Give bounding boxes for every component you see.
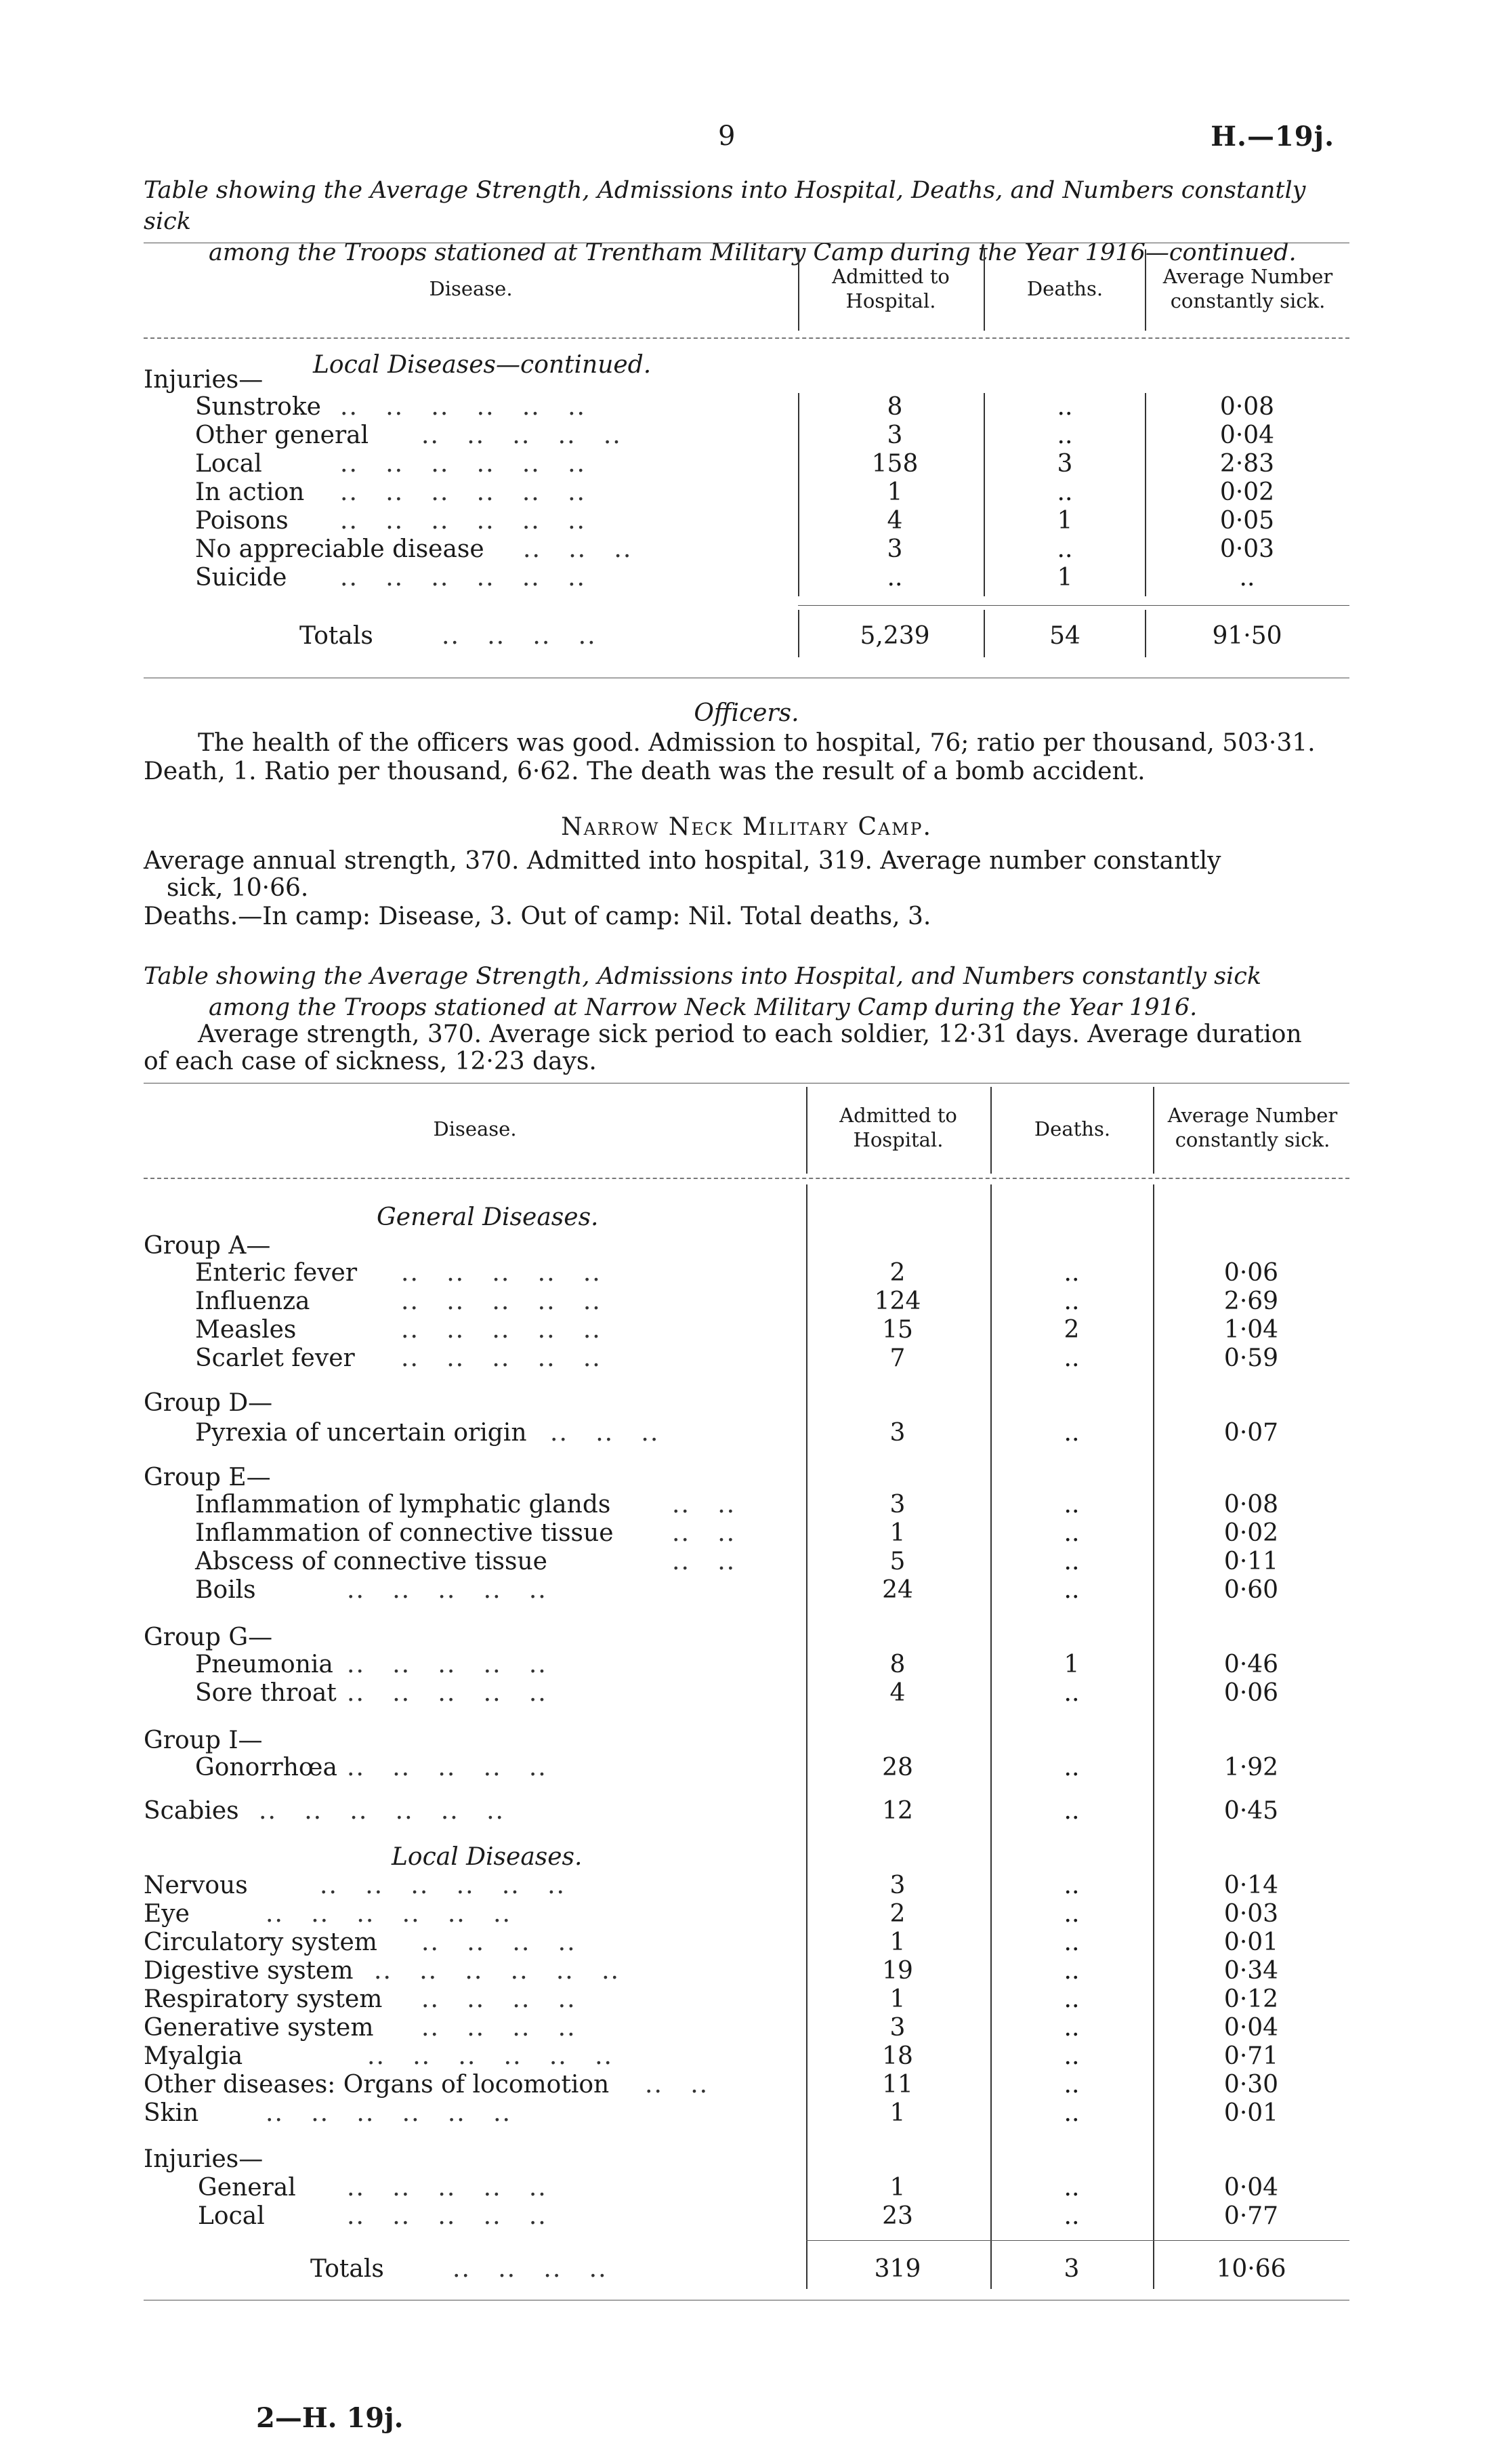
row-deaths: .. <box>1064 1754 1080 1781</box>
row-admitted: 3 <box>889 2014 906 2042</box>
row-admitted: 1 <box>889 1928 906 1956</box>
row-deaths: .. <box>1064 1928 1080 1956</box>
general-diseases-heading: General Diseases. <box>377 1203 599 1231</box>
row-admitted: 3 <box>887 421 903 449</box>
row-deaths: .. <box>1064 2099 1080 2127</box>
row-deaths: .. <box>1064 1797 1080 1825</box>
table2-header-rule <box>144 1178 1349 1179</box>
row-disease-name: Nervous <box>144 1872 248 1899</box>
row-deaths: .. <box>1064 2174 1080 2202</box>
table1-group-heading: Injuries— <box>144 366 264 394</box>
row-disease-name: Influenza <box>195 1287 310 1315</box>
table1-body-divider <box>984 393 985 596</box>
table-row <box>144 1651 1349 1679</box>
row-deaths: .. <box>1064 1259 1080 1287</box>
row-admitted: 2 <box>889 1900 906 1928</box>
row-average: 0·46 <box>1223 1651 1279 1678</box>
row-disease-name: In action <box>195 478 305 506</box>
row-deaths: .. <box>1064 1491 1080 1519</box>
row-deaths: 1 <box>1064 1651 1080 1678</box>
row-disease-name: Other general <box>195 421 369 449</box>
officers-line2: Death, 1. Ratio per thousand, 6·62. The death was the result of a bomb accident. <box>144 758 1146 785</box>
row-admitted: 158 <box>871 450 919 478</box>
table-row <box>144 393 1349 421</box>
row-disease-name: Enteric fever <box>195 1259 358 1287</box>
row-average: 0·11 <box>1223 1548 1279 1575</box>
row-admitted: 24 <box>882 1576 913 1604</box>
leader-dots: .. .. .. .. <box>421 1928 576 1956</box>
row-admitted: 5 <box>889 1548 906 1575</box>
row-disease-name: Eye <box>144 1900 190 1928</box>
narrow-neck-line1: Average annual strength, 370. Admitted into hospital, 319. Average number constantly <box>144 847 1221 875</box>
leader-dots: .. .. .. .. .. .. <box>266 2099 511 2127</box>
row-disease-name: Scarlet fever <box>195 1344 355 1372</box>
local-diseases-heading: Local Diseases. <box>392 1843 583 1871</box>
row-deaths: 3 <box>1057 450 1073 478</box>
table-row <box>144 535 1349 564</box>
row-admitted: 23 <box>882 2202 913 2230</box>
row-deaths: 1 <box>1057 507 1073 535</box>
row-disease-name: Circulatory system <box>144 1928 377 1956</box>
row-disease-name: Myalgia <box>144 2042 243 2070</box>
table1-totals-rule <box>798 605 1349 606</box>
row-admitted: 3 <box>889 1491 906 1519</box>
row-deaths: .. <box>1064 1576 1080 1604</box>
table1-header-rule <box>144 337 1349 339</box>
narrow-neck-line2: sick, 10·66. <box>167 874 309 902</box>
row-admitted: 1 <box>889 1985 906 2013</box>
table2-title-line2: among the Troops stationed at Narrow Neck Military Camp during the Year 1916. <box>209 994 1198 1021</box>
leader-dots: .. .. .. .. .. <box>347 2202 547 2230</box>
group-heading: Group D— <box>144 1389 273 1417</box>
totals-admitted: 319 <box>874 2255 921 2283</box>
row-deaths: .. <box>1064 1344 1080 1372</box>
table-row <box>144 1957 1349 1985</box>
leader-dots: .. .. .. .. .. <box>401 1316 602 1344</box>
row-disease-name: Poisons <box>195 507 289 535</box>
row-admitted: 28 <box>882 1754 913 1781</box>
group-heading: Group G— <box>144 1624 273 1651</box>
row-average: 0·04 <box>1223 2014 1279 2042</box>
table-row <box>144 1754 1349 1782</box>
row-average: 0·08 <box>1219 393 1275 421</box>
row-average: 1·92 <box>1223 1754 1279 1781</box>
row-deaths: .. <box>1064 1548 1080 1575</box>
row-admitted: 8 <box>889 1651 906 1678</box>
row-admitted: 18 <box>882 2042 913 2070</box>
leader-dots: .. .. .. <box>523 535 633 563</box>
row-deaths: .. <box>1064 2014 1080 2042</box>
row-average: 0·77 <box>1223 2202 1279 2230</box>
row-disease-name: Sunstroke <box>195 393 321 421</box>
row-disease-name: Local <box>195 450 262 478</box>
row-average: 0·34 <box>1223 1957 1279 1985</box>
row-disease-name: No appreciable disease <box>195 535 484 563</box>
leader-dots: .. .. .. .. .. .. <box>340 507 586 535</box>
row-deaths: 2 <box>1064 1316 1080 1344</box>
row-deaths: .. <box>1064 1872 1080 1899</box>
totals-admitted: 5,239 <box>860 622 930 650</box>
leader-dots: .. .. .. .. .. .. <box>266 1900 511 1928</box>
row-average: 0·45 <box>1223 1797 1279 1825</box>
row-admitted: 8 <box>887 393 903 421</box>
table1-body-divider <box>798 393 799 596</box>
leader-dots: .. .. .. <box>550 1419 660 1447</box>
row-deaths: .. <box>1064 1985 1080 2013</box>
leader-dots: .. .. .. .. .. <box>347 1679 547 1707</box>
table2-intro-line1: Average strength, 370. Average sick period to each soldier, 12·31 days. Average duration <box>198 1020 1302 1048</box>
leader-dots: .. .. <box>672 1491 736 1519</box>
table-row <box>144 1316 1349 1344</box>
row-deaths: .. <box>1064 1287 1080 1315</box>
leader-dots: .. .. <box>672 1548 736 1575</box>
row-average: 0·03 <box>1219 535 1275 563</box>
table-row <box>144 1519 1349 1548</box>
officers-line1: The health of the officers was good. Admission to hospital, 76; ratio per thousand, 503·31. <box>198 729 1316 757</box>
row-admitted: 12 <box>882 1797 913 1825</box>
table-row <box>144 1548 1349 1576</box>
table1-title-line2: among the Troops stationed at Trentham Military Camp during the Year 1916—continued. <box>209 239 1297 266</box>
row-average: 0·12 <box>1223 1985 1279 2013</box>
row-deaths: .. <box>1057 421 1073 449</box>
totals-average: 91·50 <box>1212 622 1282 650</box>
table2-header-average: Average Number constantly sick. <box>1167 1104 1338 1151</box>
row-admitted: 1 <box>889 1519 906 1547</box>
row-disease-name: Digestive system <box>144 1957 354 1985</box>
row-disease-name: Inflammation of connective tissue <box>195 1519 614 1547</box>
table-row <box>144 1259 1349 1287</box>
table-row <box>144 421 1349 450</box>
row-average: 0·04 <box>1223 2174 1279 2202</box>
totals-deaths: 3 <box>1064 2255 1080 2283</box>
row-disease-name: Local <box>198 2202 265 2230</box>
leader-dots: .. .. .. .. .. <box>421 421 622 449</box>
table-row <box>144 478 1349 507</box>
leader-dots: .. .. .. .. .. <box>347 1576 547 1604</box>
leader-dots: .. .. .. .. .. <box>347 1754 547 1781</box>
table1-title-line1: Table showing the Average Strength, Admissions into Hospital, Deaths, and Numbers constantly sick <box>144 177 1306 235</box>
row-average: 0·59 <box>1223 1344 1279 1372</box>
table-row <box>144 1576 1349 1605</box>
leader-dots: .. .. <box>645 2071 709 2099</box>
table2-title-line1: Table showing the Average Strength, Admissions into Hospital, and Numbers constantly sick <box>144 963 1262 990</box>
leader-dots: .. .. .. .. .. <box>401 1344 602 1372</box>
table2-intro-line2: of each case of sickness, 12·23 days. <box>144 1048 597 1075</box>
row-disease-name: Sore throat <box>195 1679 337 1707</box>
group-heading: Group I— <box>144 1727 263 1754</box>
leader-dots: .. .. .. .. .. .. <box>340 450 586 478</box>
row-average: 0·30 <box>1223 2071 1279 2099</box>
row-admitted: 4 <box>887 507 903 535</box>
row-disease-name: Suicide <box>195 564 287 592</box>
leader-dots: .. .. .. .. .. <box>347 2174 547 2202</box>
table1-title <box>144 175 1349 268</box>
row-deaths: .. <box>1064 1900 1080 1928</box>
row-deaths: .. <box>1064 1957 1080 1985</box>
totals-deaths: 54 <box>1049 622 1080 650</box>
row-average: 0·07 <box>1223 1419 1279 1447</box>
leader-dots: .. .. .. .. .. .. <box>374 1957 620 1985</box>
row-admitted: 3 <box>887 535 903 563</box>
table-row <box>144 2014 1349 2042</box>
row-deaths: .. <box>1064 1679 1080 1707</box>
table2-totals-rule <box>806 2240 1349 2241</box>
row-disease-name: Skin <box>144 2099 199 2127</box>
row-admitted: 4 <box>889 1679 906 1707</box>
row-admitted: 11 <box>882 2071 913 2099</box>
row-disease-name: Pyrexia of uncertain origin <box>195 1419 527 1447</box>
row-disease-name: Generative system <box>144 2014 374 2042</box>
leader-dots: .. .. .. .. .. .. <box>259 1797 505 1825</box>
leader-dots: .. .. .. .. .. .. <box>340 564 586 592</box>
table-row <box>144 564 1349 592</box>
table-row <box>144 1797 1349 1825</box>
table1-header-deaths: Deaths. <box>1026 277 1104 300</box>
leader-dots: .. .. .. .. <box>421 1985 576 2013</box>
row-average: 0·01 <box>1223 1928 1279 1956</box>
table-row <box>144 2174 1349 2202</box>
table-row <box>144 1928 1349 1957</box>
row-deaths: .. <box>1064 2042 1080 2070</box>
row-admitted: 19 <box>882 1957 913 1985</box>
row-admitted: 1 <box>889 2099 906 2127</box>
row-average: 0·71 <box>1223 2042 1279 2070</box>
table-row <box>144 1344 1349 1373</box>
table1-section-heading: Local Diseases—continued. <box>313 351 652 379</box>
table-row <box>144 2202 1349 2231</box>
row-deaths: .. <box>1064 2071 1080 2099</box>
row-deaths: .. <box>1064 1519 1080 1547</box>
row-average: 0·60 <box>1223 1576 1279 1604</box>
row-average: 2·83 <box>1219 450 1275 478</box>
row-disease-name: Respiratory system <box>144 1985 383 2013</box>
leader-dots: .. .. .. .. .. <box>347 1651 547 1678</box>
table1-header-average: Average Number constantly sick. <box>1162 265 1333 312</box>
leader-dots: .. .. .. .. <box>421 2014 576 2042</box>
table-row <box>144 1900 1349 1928</box>
row-disease-name: Inflammation of lymphatic glands <box>195 1491 611 1519</box>
page-number: 9 <box>718 121 736 152</box>
group-heading: Injuries— <box>144 2145 264 2173</box>
table-row <box>144 1872 1349 1900</box>
row-admitted: 1 <box>889 2174 906 2202</box>
group-heading: Group A— <box>144 1232 271 1260</box>
row-admitted: 3 <box>889 1419 906 1447</box>
row-admitted: 7 <box>889 1344 906 1372</box>
row-average: 0·14 <box>1223 1872 1279 1899</box>
totals-label: Totals <box>299 622 373 650</box>
table2-title <box>144 961 1349 1023</box>
table1-totals-row: Totals .. .. .. .. 5,239 54 91·50 <box>144 622 1349 651</box>
totals-average: 10·66 <box>1216 2255 1286 2283</box>
narrow-neck-line3: Deaths.—In camp: Disease, 3. Out of camp: Nil. Total deaths, 3. <box>144 903 931 930</box>
table-row <box>144 1287 1349 1316</box>
table-row <box>144 2042 1349 2071</box>
row-admitted: 15 <box>882 1316 913 1344</box>
leader-dots: .. .. .. .. .. <box>401 1259 602 1287</box>
table-row <box>144 1491 1349 1519</box>
row-average: 0·04 <box>1219 421 1275 449</box>
table2-header-admitted: Admitted to Hospital. <box>839 1104 957 1151</box>
table2-totals-row: Totals .. .. .. .. 319 3 10·66 <box>144 2255 1349 2284</box>
row-disease-name: Abscess of connective tissue <box>195 1548 547 1575</box>
row-average: 0·05 <box>1219 507 1275 535</box>
row-average: 0·02 <box>1219 478 1275 506</box>
table-row <box>144 1679 1349 1708</box>
row-average: 2·69 <box>1223 1287 1279 1315</box>
leader-dots: .. .. .. .. .. .. <box>367 2042 613 2070</box>
row-admitted: .. <box>887 564 903 592</box>
row-deaths: .. <box>1064 2202 1080 2230</box>
table1-header-admitted: Admitted to Hospital. <box>832 265 950 312</box>
row-average: 1·04 <box>1223 1316 1279 1344</box>
leader-dots: .. .. .. .. .. .. <box>340 393 586 421</box>
document-reference: H.—19j. <box>1211 121 1335 152</box>
row-deaths: .. <box>1057 393 1073 421</box>
row-admitted: 1 <box>887 478 903 506</box>
table-row <box>144 1419 1349 1447</box>
leader-dots: .. .. .. .. .. .. <box>340 478 586 506</box>
row-average: 0·03 <box>1223 1900 1279 1928</box>
row-admitted: 3 <box>889 1872 906 1899</box>
row-deaths: .. <box>1064 1419 1080 1447</box>
row-disease-name: Other diseases: Organs of locomotion <box>144 2071 610 2099</box>
table2-header-deaths: Deaths. <box>1034 1117 1111 1140</box>
table1-header-disease: Disease. <box>429 277 513 300</box>
row-disease-name: Scabies <box>144 1797 239 1825</box>
narrow-neck-heading: Narrow Neck Military Camp. <box>561 813 932 841</box>
totals-label: Totals <box>310 2255 384 2283</box>
officers-heading: Officers. <box>694 699 799 727</box>
row-average: 0·02 <box>1223 1519 1279 1547</box>
row-disease-name: Pneumonia <box>195 1651 333 1678</box>
table1-body-divider <box>1145 393 1146 596</box>
table-row <box>144 450 1349 478</box>
footer-reference: 2—H. 19j. <box>256 2402 404 2434</box>
row-disease-name: Gonorrhœa <box>195 1754 337 1781</box>
row-deaths: .. <box>1057 478 1073 506</box>
row-average: 0·06 <box>1223 1259 1279 1287</box>
row-deaths: 1 <box>1057 564 1073 592</box>
group-heading: Group E— <box>144 1464 271 1491</box>
table-row <box>144 1985 1349 2014</box>
row-admitted: 2 <box>889 1259 906 1287</box>
row-deaths: .. <box>1057 535 1073 563</box>
row-admitted: 124 <box>874 1287 921 1315</box>
table2-header-disease: Disease. <box>433 1117 517 1140</box>
table-row <box>144 2071 1349 2099</box>
row-disease-name: Boils <box>195 1576 256 1604</box>
row-average: 0·06 <box>1223 1679 1279 1707</box>
leader-dots: .. .. <box>672 1519 736 1547</box>
table-row <box>144 2099 1349 2128</box>
table-row <box>144 507 1349 535</box>
row-disease-name: Measles <box>195 1316 297 1344</box>
leader-dots: .. .. .. .. .. .. <box>320 1872 566 1899</box>
row-average: 0·08 <box>1223 1491 1279 1519</box>
row-disease-name: General <box>198 2174 296 2202</box>
row-average: .. <box>1239 564 1255 592</box>
leader-dots: .. .. .. .. .. <box>401 1287 602 1315</box>
row-average: 0·01 <box>1223 2099 1279 2127</box>
